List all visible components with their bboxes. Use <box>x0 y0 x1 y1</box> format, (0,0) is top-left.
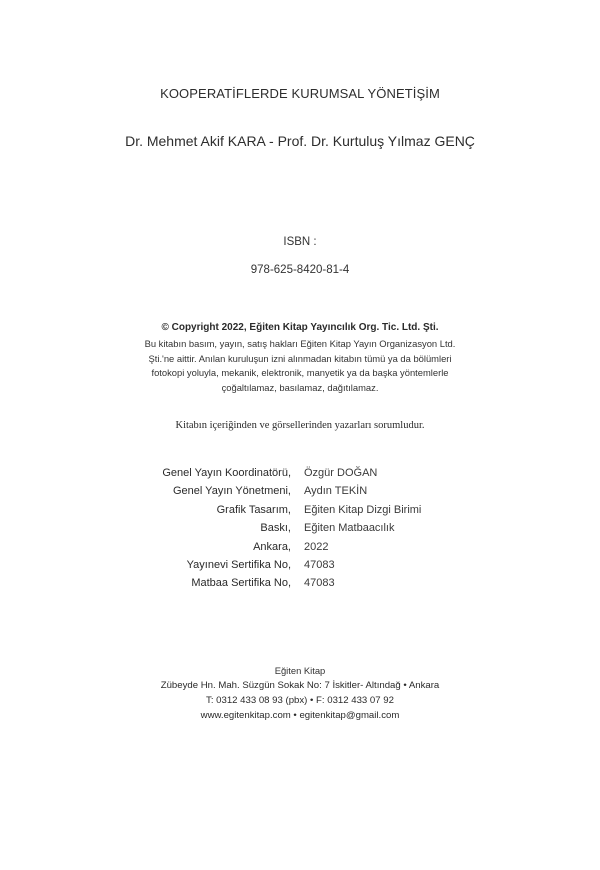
credit-value: Aydın TEKİN <box>304 485 368 498</box>
credit-row <box>0 504 600 522</box>
credit-row <box>0 522 600 540</box>
credit-value: Eğiten Kitap Dizgi Birimi <box>304 503 422 516</box>
isbn-label: ISBN : <box>283 236 317 248</box>
credit-value: 2022 <box>304 540 329 553</box>
publisher-footer <box>0 663 600 723</box>
credit-row <box>0 485 600 503</box>
credit-label: Baskı, <box>260 522 291 535</box>
rights-line: Bu kitabın basım, yayın, satış hakları Eğiten Kitap Yayın Organizasyon Ltd. <box>144 338 456 349</box>
credit-label: Matbaa Sertifika No, <box>191 577 291 590</box>
isbn-number: 978-625-8420-81-4 <box>250 264 350 276</box>
credit-row <box>0 559 600 577</box>
publisher-address: Zübeyde Hn. Mah. Süzgün Sokak No: 7 İskitler- Altındağ • Ankara <box>160 680 440 691</box>
publisher-web: www.egitenkitap.com • egitenkitap@gmail.com <box>200 710 400 721</box>
credit-row <box>0 541 600 559</box>
credit-value: 47083 <box>304 558 335 571</box>
rights-line: çoğaltılamaz, basılamaz, dağıtılamaz. <box>221 381 379 393</box>
rights-line: fotokopi yoluyla, mekanik, elektronik, manyetik ya da başka yöntemlerle <box>151 367 449 378</box>
credit-value: Eğiten Matbaacılık <box>304 522 395 535</box>
credits-list <box>0 467 600 596</box>
publisher-phones: T: 0312 433 08 93 (pbx) • F: 0312 433 07 92 <box>206 695 394 706</box>
publisher-name: Eğiten Kitap <box>274 665 326 676</box>
credit-label: Ankara, <box>253 540 291 553</box>
credit-label: Grafik Tasarım, <box>216 503 291 516</box>
credit-label: Yayınevi Sertifika No, <box>186 558 291 571</box>
book-title: KOOPERATİFLERDE KURUMSAL YÖNETİŞİM <box>160 86 440 101</box>
credit-label: Genel Yayın Yönetmeni, <box>172 485 291 498</box>
rights-statement <box>0 337 600 395</box>
responsibility-note: Kitabın içeriğinden ve görsellerinden yazarları sorumludur. <box>175 420 425 431</box>
copyright-notice: © Copyright 2022, Eğiten Kitap Yayıncılık Org. Tic. Ltd. Şti. <box>161 322 439 333</box>
credit-row <box>0 577 600 595</box>
rights-line: Şti.'ne aittir. Anılan kuruluşun izni alınmadan kitabın tümü ya da bölümleri <box>148 352 452 364</box>
credit-value: 47083 <box>304 577 335 590</box>
book-authors: Dr. Mehmet Akif KARA - Prof. Dr. Kurtuluş Yılmaz GENÇ <box>125 133 475 149</box>
credit-value: Özgür DOĞAN <box>304 467 378 479</box>
credit-label: Genel Yayın Koordinatörü, <box>162 467 291 479</box>
credit-row <box>0 467 600 485</box>
